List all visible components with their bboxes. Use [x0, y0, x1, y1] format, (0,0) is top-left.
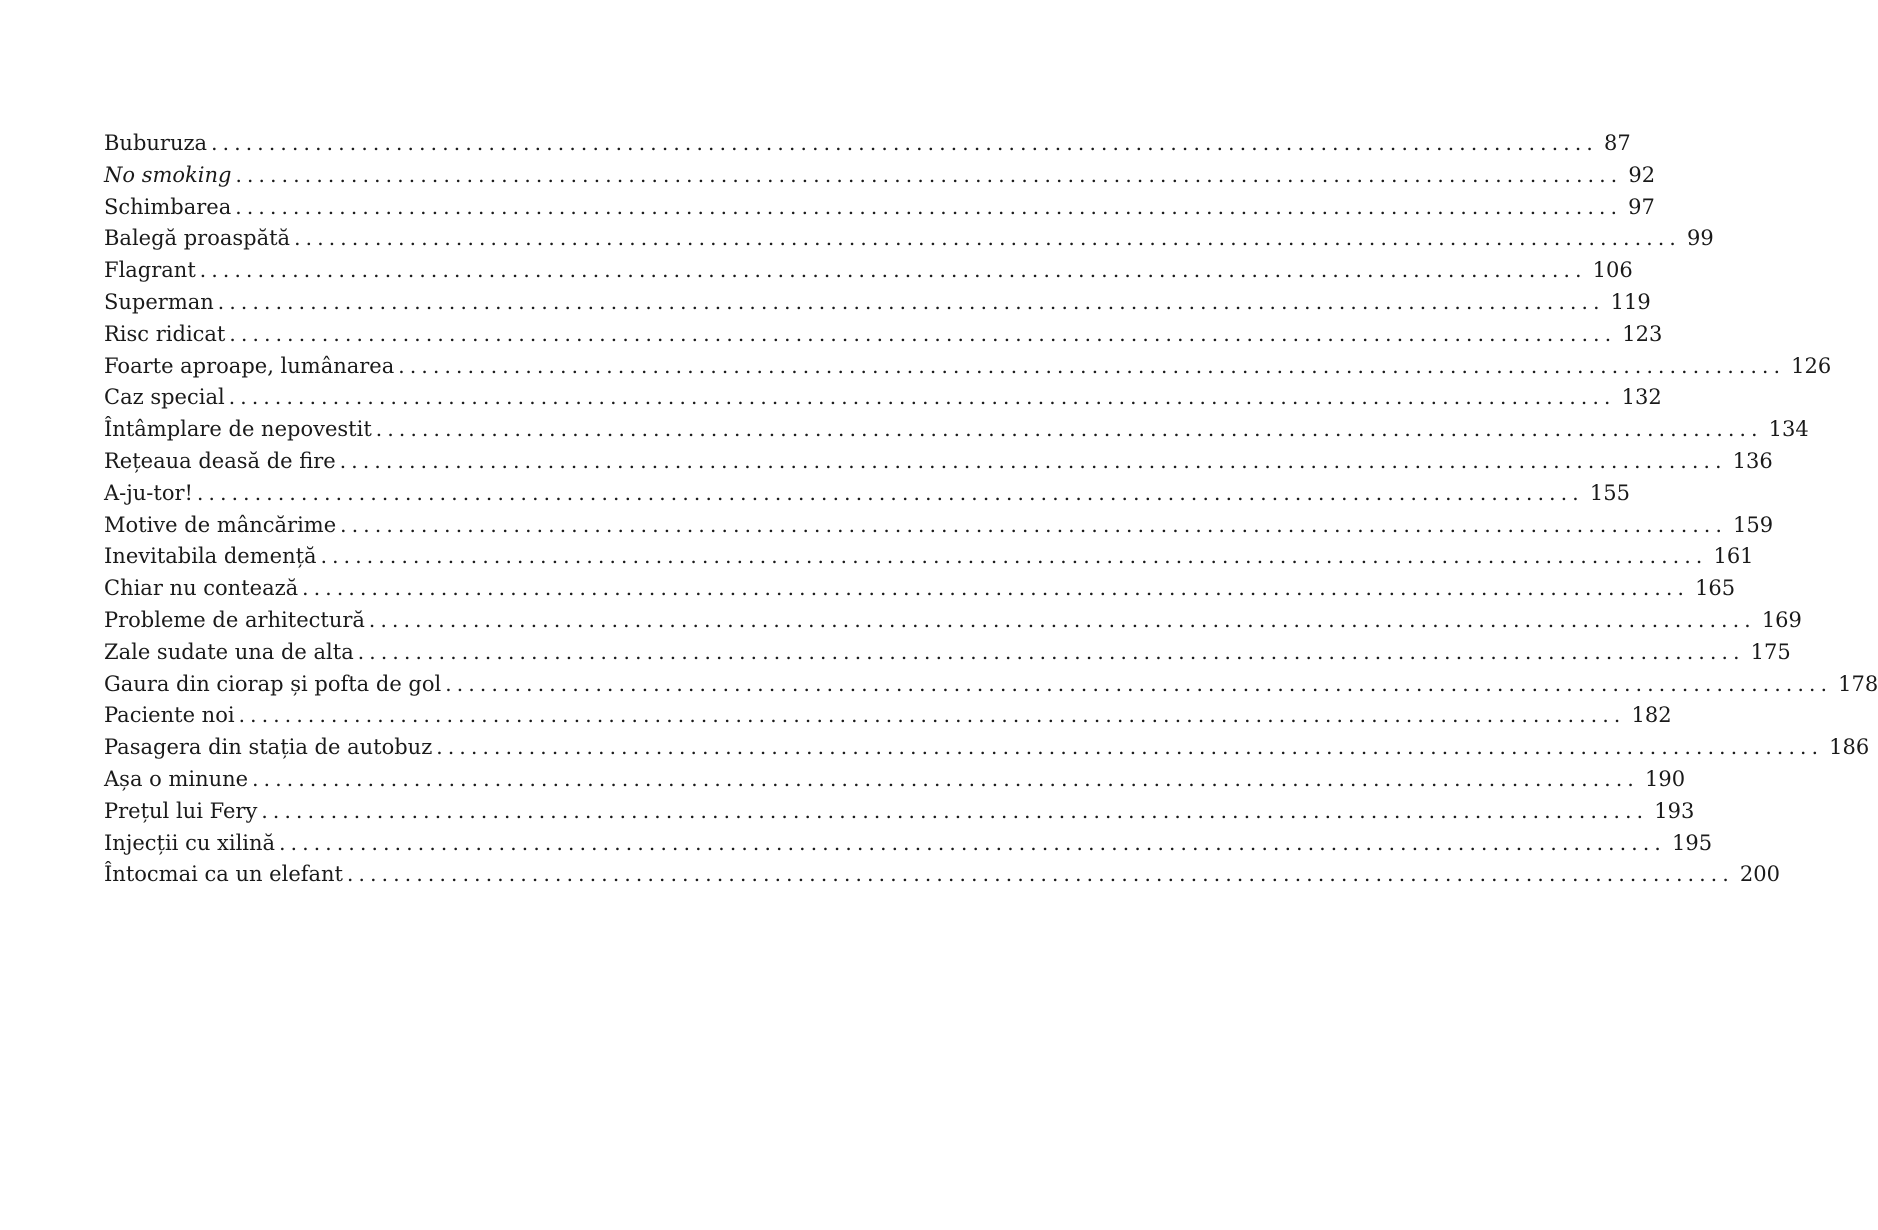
table-of-contents — [104, 128, 1878, 891]
toc-entry-title: Motive de mâncărime — [104, 512, 337, 537]
toc-entry — [104, 669, 1878, 701]
toc-leader-dots: ........................................................................................................................ — [252, 766, 1639, 791]
toc-leader-dots: ........................................................................................................................ — [238, 703, 1626, 728]
toc-leader-dots: ........................................................................................................................ — [217, 289, 1605, 314]
toc-entry-title: Caz special — [104, 385, 225, 410]
toc-entry-page: 175 — [1750, 639, 1791, 664]
toc-leader-dots: ........................................................................................................................ — [229, 321, 1617, 346]
toc-entry-page: 169 — [1761, 607, 1802, 632]
toc-entry-page: 126 — [1791, 353, 1832, 378]
toc-entry-title: Flagrant — [104, 258, 196, 283]
toc-entry — [104, 796, 1695, 828]
toc-entry-title: A-ju-tor! — [104, 480, 193, 505]
toc-entry-title: Întâmplare de nepovestit — [104, 417, 372, 442]
toc-entry-page: 165 — [1695, 576, 1736, 601]
toc-entry — [104, 732, 1870, 764]
toc-entry — [104, 637, 1791, 669]
toc-entry — [104, 192, 1655, 224]
toc-leader-dots: ........................................................................................................................ — [294, 226, 1681, 251]
toc-leader-dots: ........................................................................................................................ — [320, 544, 1708, 569]
toc-entry-title: Întocmai ca un elefant — [104, 862, 343, 887]
toc-entry-page: 190 — [1644, 766, 1686, 791]
toc-entry-page: 106 — [1592, 258, 1633, 283]
toc-entry-page: 99 — [1686, 226, 1714, 251]
toc-entry-page: 195 — [1671, 830, 1713, 855]
toc-leader-dots: ........................................................................................................................ — [228, 385, 1616, 410]
toc-entry-title: Zale sudate una de alta — [104, 639, 354, 664]
toc-entry-title: Balegă proaspătă — [104, 226, 291, 251]
toc-leader-dots: ........................................................................................................................ — [445, 671, 1833, 696]
toc-entry-page: 186 — [1829, 735, 1870, 760]
toc-entry — [104, 160, 1656, 192]
toc-entry — [104, 828, 1713, 860]
toc-leader-dots: ........................................................................................................................ — [357, 639, 1745, 664]
toc-entry-title: Probleme de arhitectură — [104, 607, 365, 632]
toc-entry — [104, 128, 1631, 160]
toc-entry — [104, 351, 1832, 383]
toc-entry-page: 87 — [1603, 131, 1631, 155]
toc-leader-dots: ........................................................................................................................ — [261, 798, 1649, 823]
toc-entry — [104, 859, 1780, 891]
toc-entry — [104, 414, 1809, 446]
toc-entry-page: 136 — [1732, 448, 1773, 473]
toc-entry-title: Rețeaua deasă de fire — [104, 448, 336, 473]
toc-leader-dots: ........................................................................................................................ — [347, 862, 1734, 887]
toc-leader-dots: ........................................................................................................................ — [375, 417, 1763, 442]
toc-entry — [104, 446, 1773, 478]
toc-entry-title: Pasagera din stația de autobuz — [104, 735, 433, 760]
toc-entry — [104, 255, 1633, 287]
toc-leader-dots: ........................................................................................................................ — [211, 131, 1598, 155]
toc-entry-page: 92 — [1628, 162, 1656, 187]
toc-entry-title: Chiar nu contează — [104, 576, 299, 601]
toc-entry-title: Așa o minune — [104, 766, 249, 791]
toc-leader-dots: ........................................................................................................................ — [279, 830, 1666, 855]
toc-entry-page: 123 — [1622, 321, 1663, 346]
toc-entry-page: 182 — [1631, 703, 1672, 728]
toc-entry — [104, 478, 1630, 510]
toc-entry — [104, 573, 1736, 605]
toc-leader-dots: ........................................................................................................................ — [199, 258, 1587, 283]
toc-entry — [104, 541, 1754, 573]
toc-entry-title: Buburuza — [104, 131, 208, 155]
toc-entry — [104, 223, 1714, 255]
toc-entry-title: Prețul lui Fery — [104, 798, 258, 823]
toc-entry — [104, 764, 1686, 796]
toc-entry-page: 178 — [1838, 671, 1878, 696]
toc-entry-title: Schimbarea — [104, 194, 232, 219]
toc-leader-dots: ........................................................................................................................ — [340, 512, 1728, 537]
toc-entry-title: Paciente noi — [104, 703, 235, 728]
toc-leader-dots: ........................................................................................................................ — [302, 576, 1690, 601]
toc-entry-page: 159 — [1733, 512, 1774, 537]
toc-entry — [104, 382, 1662, 414]
toc-entry-page: 119 — [1610, 289, 1651, 314]
toc-entry — [104, 319, 1663, 351]
toc-entry-page: 155 — [1589, 480, 1630, 505]
toc-entry-title: Injecții cu xilină — [104, 830, 276, 855]
toc-entry-title: Superman — [104, 289, 214, 314]
toc-leader-dots: ........................................................................................................................ — [436, 735, 1824, 760]
toc-entry-page: 193 — [1654, 798, 1695, 823]
toc-entry — [104, 700, 1672, 732]
toc-leader-dots: ........................................................................................................................ — [368, 607, 1756, 632]
toc-entry-title: No smoking — [104, 162, 232, 187]
toc-entry — [104, 605, 1802, 637]
toc-entry-page: 132 — [1621, 385, 1662, 410]
toc-entry-page: 200 — [1739, 862, 1780, 887]
toc-entry — [104, 510, 1774, 542]
toc-entry-title: Gaura din ciorap și pofta de gol — [104, 671, 442, 696]
toc-entry-page: 97 — [1628, 194, 1655, 219]
toc-entry-title: Risc ridicat — [104, 321, 226, 346]
toc-leader-dots: ........................................................................................................................ — [235, 194, 1623, 219]
toc-leader-dots: ........................................................................................................................ — [235, 162, 1623, 187]
toc-leader-dots: ........................................................................................................................ — [398, 353, 1786, 378]
toc-entry-page: 161 — [1713, 544, 1754, 569]
toc-leader-dots: ........................................................................................................................ — [339, 448, 1727, 473]
toc-entry-title: Inevitabila demență — [104, 544, 317, 569]
toc-entry-page: 134 — [1768, 417, 1809, 442]
toc-entry — [104, 287, 1651, 319]
toc-leader-dots: ........................................................................................................................ — [196, 480, 1584, 505]
toc-entry-title: Foarte aproape, lumânarea — [104, 353, 395, 378]
